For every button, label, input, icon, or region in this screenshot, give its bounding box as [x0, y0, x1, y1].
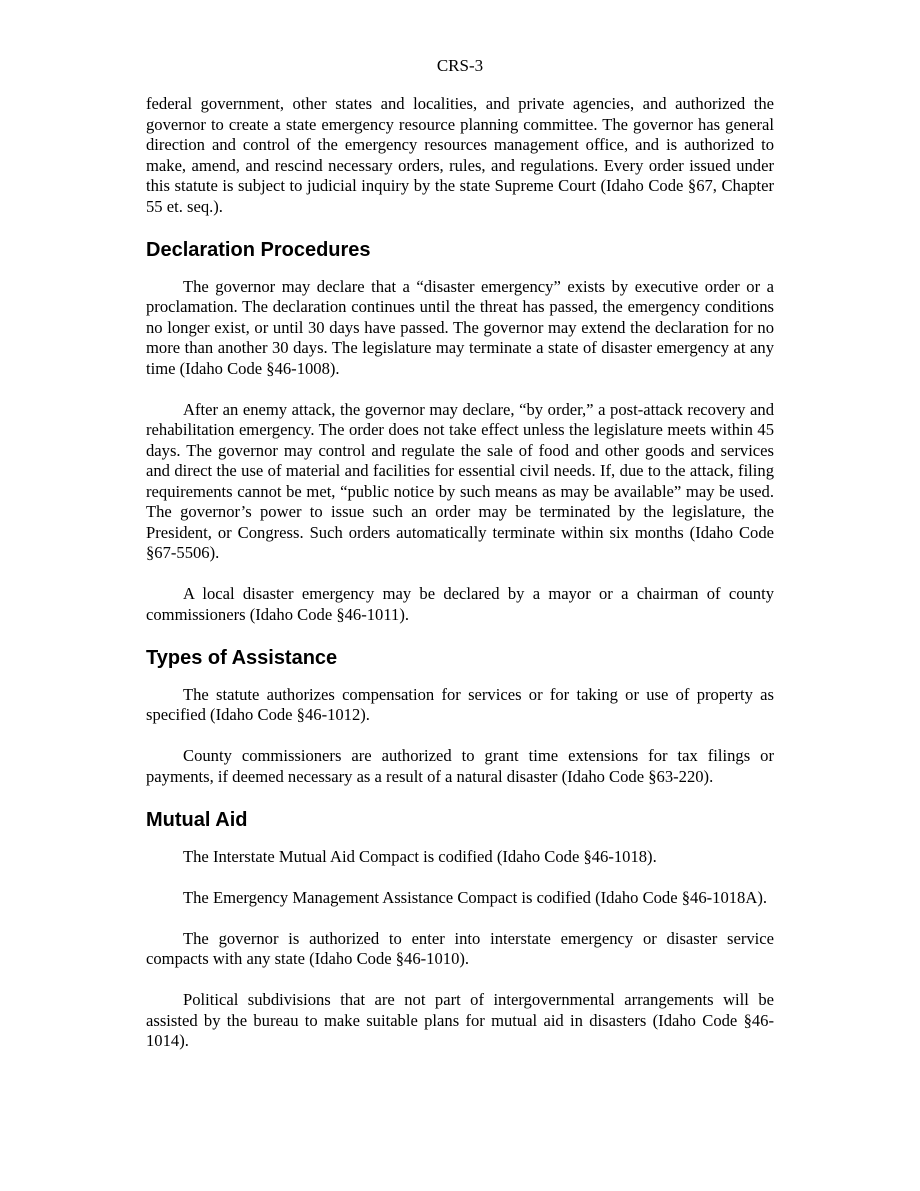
- section-heading-declaration-procedures: Declaration Procedures: [146, 238, 371, 261]
- paragraph: Political subdivisions that are not part of intergovernmental arrangements will be assisted by the bureau to make suitable plans for mutual aid in disasters (Idaho Code §46-1014).: [146, 990, 774, 1050]
- paragraph: The Emergency Management Assistance Compact is codified (Idaho Code §46-1018A).: [183, 887, 768, 907]
- section-heading-types-of-assistance: Types of Assistance: [146, 646, 338, 669]
- page-content: [146, 94, 774, 1072]
- section-heading-mutual-aid: Mutual Aid: [146, 808, 248, 831]
- page-number: CRS-3: [436, 56, 484, 75]
- paragraph: The governor may declare that a “disaster emergency” exists by executive order or a proclamation. The declaration continues until the threat has passed, the emergency conditions no longer exist, or until 30 days have passed. The governor may extend the declaration for no more than another 30 days. The legislature may terminate a state of disaster emergency at any time (Idaho Code §46-1008).: [146, 276, 774, 378]
- paragraph: A local disaster emergency may be declared by a mayor or a chairman of county commissioners (Idaho Code §46-1011).: [146, 584, 774, 624]
- paragraph: The Interstate Mutual Aid Compact is codified (Idaho Code §46-1018).: [183, 846, 657, 866]
- intro-paragraph: federal government, other states and localities, and private agencies, and authorized the governor to create a state emergency resource planning committee. The governor has general direction and control of the emergency resources management office, and is authorized to make, amend, and rescind necessary orders, rules, and regulations. Every order issued under this statute is subject to judicial inquiry by the state Supreme Court (Idaho Code §67, Chapter 55 et. seq.).: [146, 94, 774, 216]
- paragraph: County commissioners are authorized to grant time extensions for tax filings or payments, if deemed necessary as a result of a natural disaster (Idaho Code §63-220).: [146, 746, 774, 786]
- paragraph: The governor is authorized to enter into interstate emergency or disaster service compacts with any state (Idaho Code §46-1010).: [146, 928, 774, 968]
- paragraph: After an enemy attack, the governor may declare, “by order,” a post-attack recovery and rehabilitation emergency. The order does not take effect unless the legislature meets within 45 days. The governor may control and regulate the sale of food and other goods and services and direct the use of material and facilities for essential civil needs. If, due to the attack, filing requirements cannot be met, “public notice by such means as may be available” may be used. The governor’s power to issue such an order may be terminated by the legislature, the President, or Congress. Such orders automatically terminate within six months (Idaho Code §67-5506).: [146, 399, 774, 562]
- paragraph: The statute authorizes compensation for services or for taking or use of property as specified (Idaho Code §46-1012).: [146, 684, 774, 724]
